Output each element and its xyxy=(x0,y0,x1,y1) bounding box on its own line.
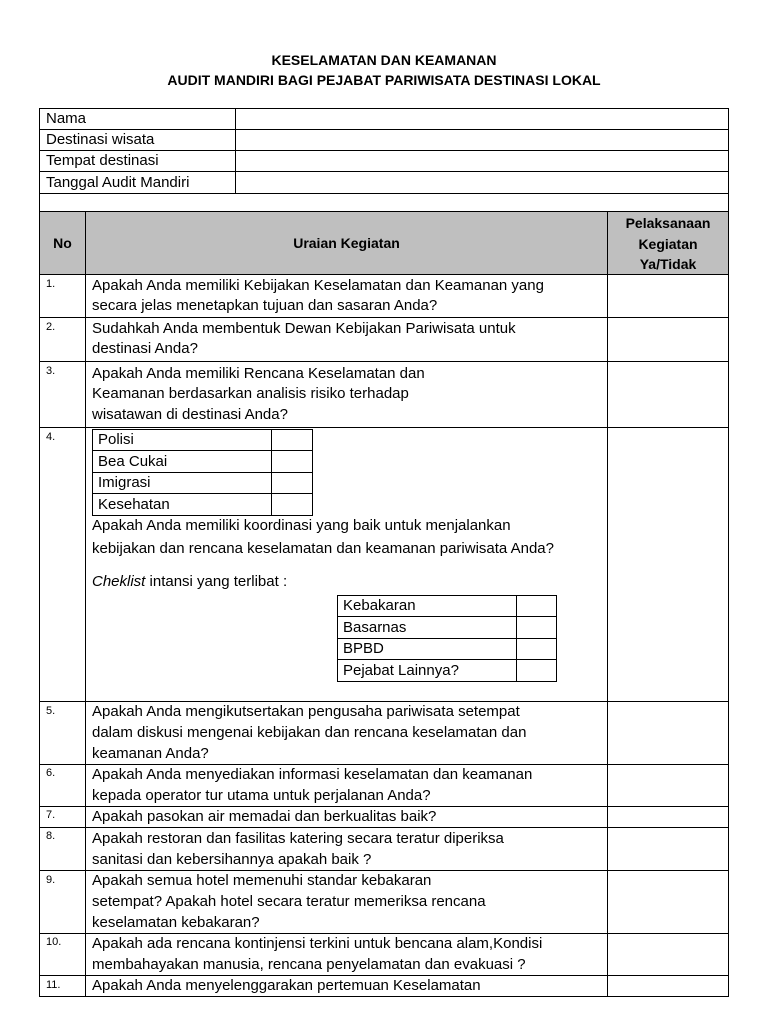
row-number-5: 5. xyxy=(46,705,56,717)
answer-cell-8[interactable] xyxy=(608,828,728,870)
row-2-line-1: Sudahkah Anda membentuk Dewan Kebijakan Pariwisata untuk xyxy=(92,320,516,337)
row-number-9: 9. xyxy=(46,874,56,886)
checkbox-pejabat-lainnya[interactable] xyxy=(517,660,556,681)
row-number-8: 8. xyxy=(46,830,56,842)
agency-bpbd: BPBD xyxy=(343,640,384,657)
row-number-6: 6. xyxy=(46,767,56,779)
row-number-11: 11. xyxy=(46,979,61,991)
row-3-line-3: wisatawan di destinasi Anda? xyxy=(92,406,288,423)
value-nama[interactable] xyxy=(236,109,728,129)
checklist-label xyxy=(92,572,287,593)
checklist-label-italic: Cheklist xyxy=(92,573,146,590)
agency-imigrasi: Imigrasi xyxy=(98,474,151,491)
answer-cell-6[interactable] xyxy=(608,765,728,806)
row-1-line-2: secara jelas menetapkan tujuan dan sasaran Anda? xyxy=(92,297,438,314)
answer-cell-2[interactable] xyxy=(608,318,728,361)
checkbox-imigrasi[interactable] xyxy=(272,473,312,493)
row-number-4: 4. xyxy=(46,431,56,443)
row-1-line-1: Apakah Anda memiliki Kebijakan Keselamatan dan Keamanan yang xyxy=(92,277,544,294)
agency-bea-cukai: Bea Cukai xyxy=(98,453,168,470)
checkbox-bea-cukai[interactable] xyxy=(272,451,312,472)
field-nama: Nama xyxy=(46,110,87,127)
agency-kebakaran: Kebakaran xyxy=(343,597,416,614)
field-destinasi-wisata: Destinasi wisata xyxy=(46,131,155,148)
document-title-line2: AUDIT MANDIRI BAGI PEJABAT PARIWISATA DESTINASI LOKAL xyxy=(167,72,601,88)
row-4-line-1: Apakah Anda memiliki koordinasi yang baik untuk menjalankan xyxy=(92,517,511,534)
answer-cell-7[interactable] xyxy=(608,807,728,827)
checkbox-kebakaran[interactable] xyxy=(517,596,556,616)
row-4-line-2: kebijakan dan rencana keselamatan dan keamanan pariwisata Anda? xyxy=(92,540,554,557)
agency-pejabat-lainnya: Pejabat Lainnya? xyxy=(343,662,459,679)
row-7-line-1: Apakah pasokan air memadai dan berkualitas baik? xyxy=(92,808,437,825)
header-no: No xyxy=(53,235,72,251)
value-destinasi-wisata[interactable] xyxy=(236,130,728,150)
row-6-line-2: kepada operator tur utama untuk perjalanan Anda? xyxy=(92,787,431,804)
row-number-3: 3. xyxy=(46,365,56,377)
row-9-line-3: keselamatan kebakaran? xyxy=(92,914,260,931)
row-9-line-1: Apakah semua hotel memenuhi standar kebakaran xyxy=(92,872,432,889)
header-pelaksanaan-2: Kegiatan xyxy=(638,236,698,252)
answer-cell-1[interactable] xyxy=(608,275,728,317)
checkbox-basarnas[interactable] xyxy=(517,617,556,638)
row-5-line-2: dalam diskusi mengenai kebijakan dan rencana keselamatan dan xyxy=(92,724,527,741)
answer-cell-10[interactable] xyxy=(608,934,728,975)
agency-kesehatan: Kesehatan xyxy=(98,496,170,513)
field-tempat-destinasi: Tempat destinasi xyxy=(46,152,159,169)
field-tanggal-audit: Tanggal Audit Mandiri xyxy=(46,174,190,191)
answer-cell-9[interactable] xyxy=(608,871,728,933)
header-pelaksanaan-3: Ya/Tidak xyxy=(639,256,697,272)
value-tempat-destinasi[interactable] xyxy=(236,151,728,171)
answer-cell-3[interactable] xyxy=(608,362,728,427)
row-10-line-1: Apakah ada rencana kontinjensi terkini untuk bencana alam,Kondisi xyxy=(92,935,543,952)
row-9-line-2: setempat? Apakah hotel secara teratur memeriksa rencana xyxy=(92,893,486,910)
row-5-line-3: keamanan Anda? xyxy=(92,745,209,762)
checkbox-polisi[interactable] xyxy=(272,430,312,450)
checklist-label-rest: intansi yang terlibat : xyxy=(145,573,288,590)
answer-cell-11[interactable] xyxy=(608,976,728,996)
row-3-line-1: Apakah Anda memiliki Rencana Keselamatan dan xyxy=(92,365,425,382)
row-10-line-2: membahayakan manusia, rencana penyelamatan dan evakuasi ? xyxy=(92,956,526,973)
row-6-line-1: Apakah Anda menyediakan informasi keselamatan dan keamanan xyxy=(92,766,533,783)
row-number-1: 1. xyxy=(46,278,56,290)
row-2-line-2: destinasi Anda? xyxy=(92,340,198,357)
checkbox-kesehatan[interactable] xyxy=(272,494,312,515)
checkbox-bpbd[interactable] xyxy=(517,639,556,659)
row-number-2: 2. xyxy=(46,321,56,333)
agency-polisi: Polisi xyxy=(98,431,134,448)
row-number-7: 7. xyxy=(46,809,56,821)
header-uraian-kegiatan: Uraian Kegiatan xyxy=(293,235,400,251)
row-11-line-1: Apakah Anda menyelenggarakan pertemuan Keselamatan xyxy=(92,977,481,994)
header-pelaksanaan-1: Pelaksanaan xyxy=(625,215,711,231)
document-title-line1: KESELAMATAN DAN KEAMANAN xyxy=(271,52,497,68)
row-8-line-1: Apakah restoran dan fasilitas katering secara teratur diperiksa xyxy=(92,830,504,847)
row-3-line-2: Keamanan berdasarkan analisis risiko terhadap xyxy=(92,385,409,402)
row-8-line-2: sanitasi dan kebersihannya apakah baik ? xyxy=(92,851,372,868)
answer-cell-5[interactable] xyxy=(608,702,728,764)
answer-cell-4[interactable] xyxy=(608,428,728,701)
row-5-line-1: Apakah Anda mengikutsertakan pengusaha pariwisata setempat xyxy=(92,703,520,720)
value-tanggal-audit[interactable] xyxy=(236,172,728,193)
agency-basarnas: Basarnas xyxy=(343,619,407,636)
row-number-10: 10. xyxy=(46,936,62,948)
